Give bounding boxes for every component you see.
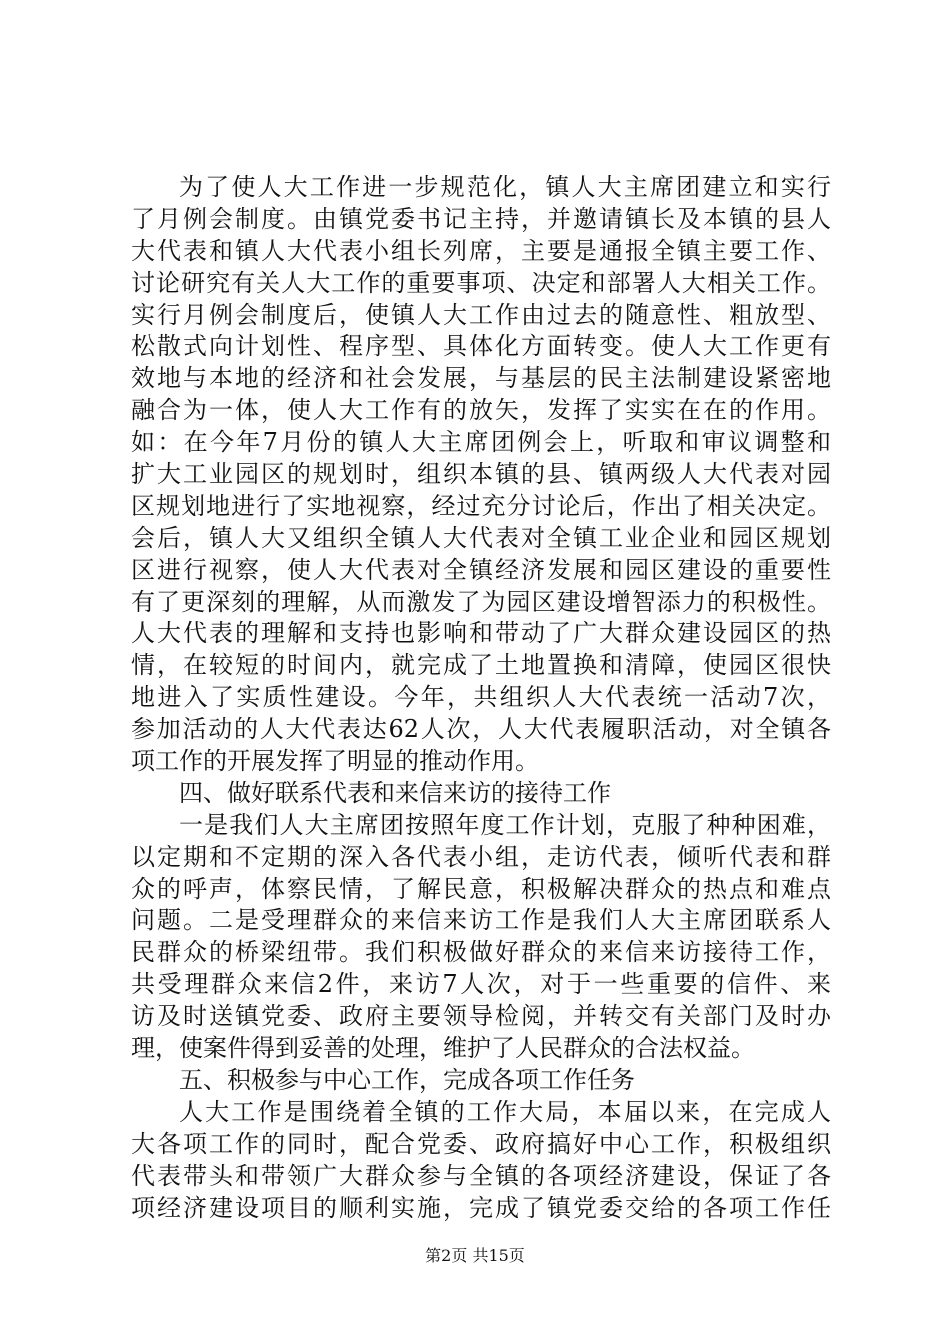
text-line: 项工作的开展发挥了明显的推动作用。 [131,747,539,776]
text-line: 区进行视察，使人大代表对全镇经济发展和园区建设的重要性 [131,555,831,584]
section-heading-five [131,1065,831,1097]
section-heading: 四、做好联系代表和来信来访的接待工作 [179,778,611,807]
text-line: 地进入了实质性建设。今年，共组织人大代表统一活动7次， [131,683,831,712]
paragraph-monthly-meeting [131,172,831,778]
text-line: 共受理群众来信2件，来访7人次，对于一些重要的信件、来 [131,970,831,999]
text-line: 访及时送镇党委、政府主要领导检阅，并转交有关部门及时办 [131,1002,831,1031]
text-line: 情，在较短的时间内，就完成了土地置换和清障，使园区很快 [131,651,831,680]
section-heading: 五、积极参与中心工作，完成各项工作任务 [179,1065,635,1094]
text-line: 人大代表的理解和支持也影响和带动了广大群众建设园区的热 [131,619,831,648]
text-line: 融合为一体，使人大工作有的放矢，发挥了实实在在的作用。 [131,396,831,425]
text-line: 为了使人大工作进一步规范化，镇人大主席团建立和实行 [179,173,831,201]
text-line: 会后，镇人大又组织全镇人大代表对全镇工业企业和园区规划 [131,523,831,552]
paragraph-letters-visits [131,810,831,1065]
text-line: 松散式向计划性、程序型、具体化方面转变。使人大工作更有 [131,332,831,361]
text-line: 有了更深刻的理解，从而激发了为园区建设增智添力的积极性。 [131,587,831,616]
text-line: 参加活动的人大代表达62人次，人大代表履职活动，对全镇各 [131,715,831,744]
text-line: 了月例会制度。由镇党委书记主持，并邀请镇长及本镇的县人 [131,204,831,233]
text-line: 以定期和不定期的深入各代表小组，走访代表，倾听代表和群 [131,842,831,871]
text-line: 众的呼声，体察民情，了解民意，积极解决群众的热点和难点 [131,874,831,903]
text-line: 理，使案件得到妥善的处理，维护了人民群众的合法权益。 [131,1034,755,1063]
text-line: 代表带头和带领广大群众参与全镇的各项经济建设，保证了各 [131,1161,831,1190]
text-line: 一是我们人大主席团按照年度工作计划，克服了种种困难， [179,810,831,839]
text-line: 大代表和镇人大代表小组长列席，主要是通报全镇主要工作、 [131,236,831,265]
text-line: 人大工作是围绕着全镇的工作大局，本届以来，在完成人 [179,1097,831,1126]
text-line: 讨论研究有关人大工作的重要事项、决定和部署人大相关工作。 [131,268,831,297]
text-line: 民群众的桥梁纽带。我们积极做好群众的来信来访接待工作， [131,938,831,967]
section-heading-four [131,778,831,810]
text-line: 如：在今年7月份的镇人大主席团例会上，听取和审议调整和 [131,428,831,457]
document-body [131,172,831,1224]
text-line: 问题。二是受理群众的来信来访工作是我们人大主席团联系人 [131,906,831,935]
text-line: 区规划地进行了实地视察，经过充分讨论后，作出了相关决定。 [131,491,831,520]
paragraph-central-work [131,1097,831,1225]
text-line: 项经济建设项目的顺利实施，完成了镇党委交给的各项工作任 [131,1193,831,1222]
text-line: 实行月例会制度后，使镇人大工作由过去的随意性、粗放型、 [131,300,831,329]
text-line: 效地与本地的经济和社会发展，与基层的民主法制建设紧密地 [131,364,831,393]
text-line: 扩大工业园区的规划时，组织本镇的县、镇两级人大代表对园 [131,460,831,489]
text-line: 大各项工作的同时，配合党委、政府搞好中心工作，积极组织 [131,1129,831,1158]
page-number-footer: 第2页 共15页 [425,1246,525,1265]
